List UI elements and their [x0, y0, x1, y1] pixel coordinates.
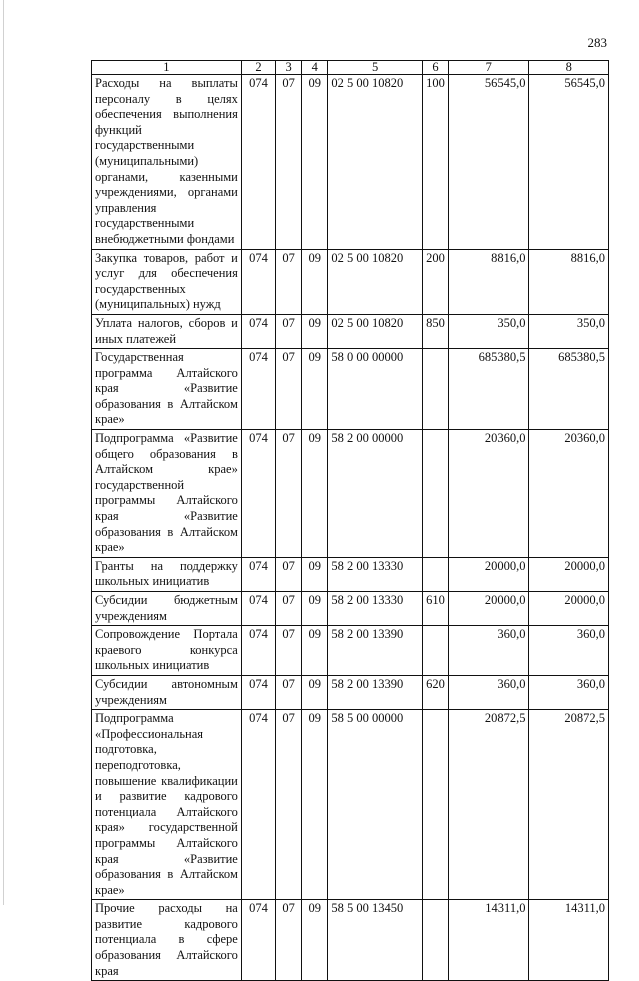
amount-col-7: 360,0 [449, 675, 529, 709]
ministry-code: 074 [241, 557, 275, 591]
row-expense-name: Государственная программа Алтайского края «Развитие образования в Алтайском крае» [92, 349, 242, 430]
ministry-code: 074 [241, 675, 275, 709]
column-header-6: 6 [422, 61, 448, 75]
target-article-code: 58 2 00 13330 [328, 592, 423, 626]
target-article-code: 58 2 00 13330 [328, 557, 423, 591]
amount-col-8: 20360,0 [529, 430, 609, 558]
amount-col-7: 20000,0 [449, 592, 529, 626]
ministry-code: 074 [241, 249, 275, 314]
subsection-code: 09 [302, 430, 328, 558]
table-row [92, 557, 609, 591]
amount-col-7: 20872,5 [449, 710, 529, 900]
expense-type-code [422, 710, 448, 900]
subsection-code: 09 [302, 710, 328, 900]
subsection-code: 09 [302, 75, 328, 250]
target-article-code: 58 2 00 00000 [328, 430, 423, 558]
amount-col-8: 56545,0 [529, 75, 609, 250]
ministry-code: 074 [241, 430, 275, 558]
section-code: 07 [276, 314, 302, 348]
page-number: 283 [587, 35, 607, 50]
budget-table [91, 60, 609, 981]
row-expense-name: Уплата налогов, сборов и иных платежей [92, 314, 242, 348]
table-row [92, 900, 609, 981]
table-row [92, 249, 609, 314]
amount-col-8: 14311,0 [529, 900, 609, 981]
target-article-code: 58 2 00 13390 [328, 626, 423, 676]
column-header-7: 7 [449, 61, 529, 75]
expense-type-code: 200 [422, 249, 448, 314]
table-row [92, 314, 609, 348]
amount-col-8: 20000,0 [529, 592, 609, 626]
column-header-5: 5 [328, 61, 423, 75]
table-row [92, 349, 609, 430]
amount-col-8: 20872,5 [529, 710, 609, 900]
subsection-code: 09 [302, 249, 328, 314]
expense-type-code: 100 [422, 75, 448, 250]
column-header-4: 4 [302, 61, 328, 75]
ministry-code: 074 [241, 592, 275, 626]
amount-col-7: 20360,0 [449, 430, 529, 558]
row-expense-name: Прочие расходы на развитие кадрового потенциала в сфере образования Алтайского края [92, 900, 242, 981]
scan-edge-line [3, 0, 4, 905]
subsection-code: 09 [302, 592, 328, 626]
table-row [92, 430, 609, 558]
subsection-code: 09 [302, 626, 328, 676]
amount-col-8: 8816,0 [529, 249, 609, 314]
section-code: 07 [276, 900, 302, 981]
amount-col-7: 685380,5 [449, 349, 529, 430]
amount-col-8: 360,0 [529, 675, 609, 709]
section-code: 07 [276, 557, 302, 591]
ministry-code: 074 [241, 710, 275, 900]
expense-type-code [422, 349, 448, 430]
row-expense-name: Подпрограмма «Развитие общего образования в Алтайском крае» государственной программы Алтайского края «Развитие образования в Алтайском крае» [92, 430, 242, 558]
section-code: 07 [276, 249, 302, 314]
column-header-2: 2 [241, 61, 275, 75]
ministry-code: 074 [241, 314, 275, 348]
target-article-code: 02 5 00 10820 [328, 75, 423, 250]
ministry-code: 074 [241, 626, 275, 676]
column-header-1: 1 [92, 61, 242, 75]
amount-col-7: 350,0 [449, 314, 529, 348]
subsection-code: 09 [302, 557, 328, 591]
row-expense-name: Расходы на выплаты персоналу в целях обеспечения выполнения функций государственными (муниципальными) органами, казенными учреждениями, органами управления государственными внебюджетными фондами [92, 75, 242, 250]
row-expense-name: Субсидии бюджетным учреждениям [92, 592, 242, 626]
subsection-code: 09 [302, 675, 328, 709]
table-row [92, 710, 609, 900]
row-expense-name: Гранты на поддержку школьных инициатив [92, 557, 242, 591]
amount-col-7: 14311,0 [449, 900, 529, 981]
amount-col-7: 56545,0 [449, 75, 529, 250]
ministry-code: 074 [241, 75, 275, 250]
section-code: 07 [276, 710, 302, 900]
subsection-code: 09 [302, 314, 328, 348]
row-expense-name: Закупка товаров, работ и услуг для обеспечения государственных (муниципальных) нужд [92, 249, 242, 314]
expense-type-code [422, 626, 448, 676]
table-row [92, 626, 609, 676]
table-row [92, 75, 609, 250]
section-code: 07 [276, 430, 302, 558]
target-article-code: 58 5 00 00000 [328, 710, 423, 900]
table-header-row [92, 61, 609, 75]
amount-col-7: 360,0 [449, 626, 529, 676]
section-code: 07 [276, 349, 302, 430]
subsection-code: 09 [302, 349, 328, 430]
expense-type-code: 610 [422, 592, 448, 626]
expense-type-code [422, 900, 448, 981]
row-expense-name: Сопровождение Портала краевого конкурса школьных инициатив [92, 626, 242, 676]
target-article-code: 58 0 00 00000 [328, 349, 423, 430]
target-article-code: 02 5 00 10820 [328, 314, 423, 348]
expense-type-code [422, 430, 448, 558]
amount-col-8: 360,0 [529, 626, 609, 676]
section-code: 07 [276, 75, 302, 250]
expense-type-code: 620 [422, 675, 448, 709]
column-header-8: 8 [529, 61, 609, 75]
expense-type-code [422, 557, 448, 591]
row-expense-name: Подпрограмма «Профессиональная подготовка, переподготовка, повышение квалификации и развитие кадрового потенциала Алтайского края» государственной программы Алтайского края «Развитие образования в Алтайском крае» [92, 710, 242, 900]
section-code: 07 [276, 626, 302, 676]
table-row [92, 592, 609, 626]
amount-col-8: 685380,5 [529, 349, 609, 430]
amount-col-7: 8816,0 [449, 249, 529, 314]
ministry-code: 074 [241, 900, 275, 981]
table-row [92, 675, 609, 709]
target-article-code: 02 5 00 10820 [328, 249, 423, 314]
amount-col-8: 350,0 [529, 314, 609, 348]
section-code: 07 [276, 675, 302, 709]
section-code: 07 [276, 592, 302, 626]
amount-col-7: 20000,0 [449, 557, 529, 591]
target-article-code: 58 5 00 13450 [328, 900, 423, 981]
expense-type-code: 850 [422, 314, 448, 348]
ministry-code: 074 [241, 349, 275, 430]
amount-col-8: 20000,0 [529, 557, 609, 591]
row-expense-name: Субсидии автономным учреждениям [92, 675, 242, 709]
subsection-code: 09 [302, 900, 328, 981]
target-article-code: 58 2 00 13390 [328, 675, 423, 709]
column-header-3: 3 [276, 61, 302, 75]
